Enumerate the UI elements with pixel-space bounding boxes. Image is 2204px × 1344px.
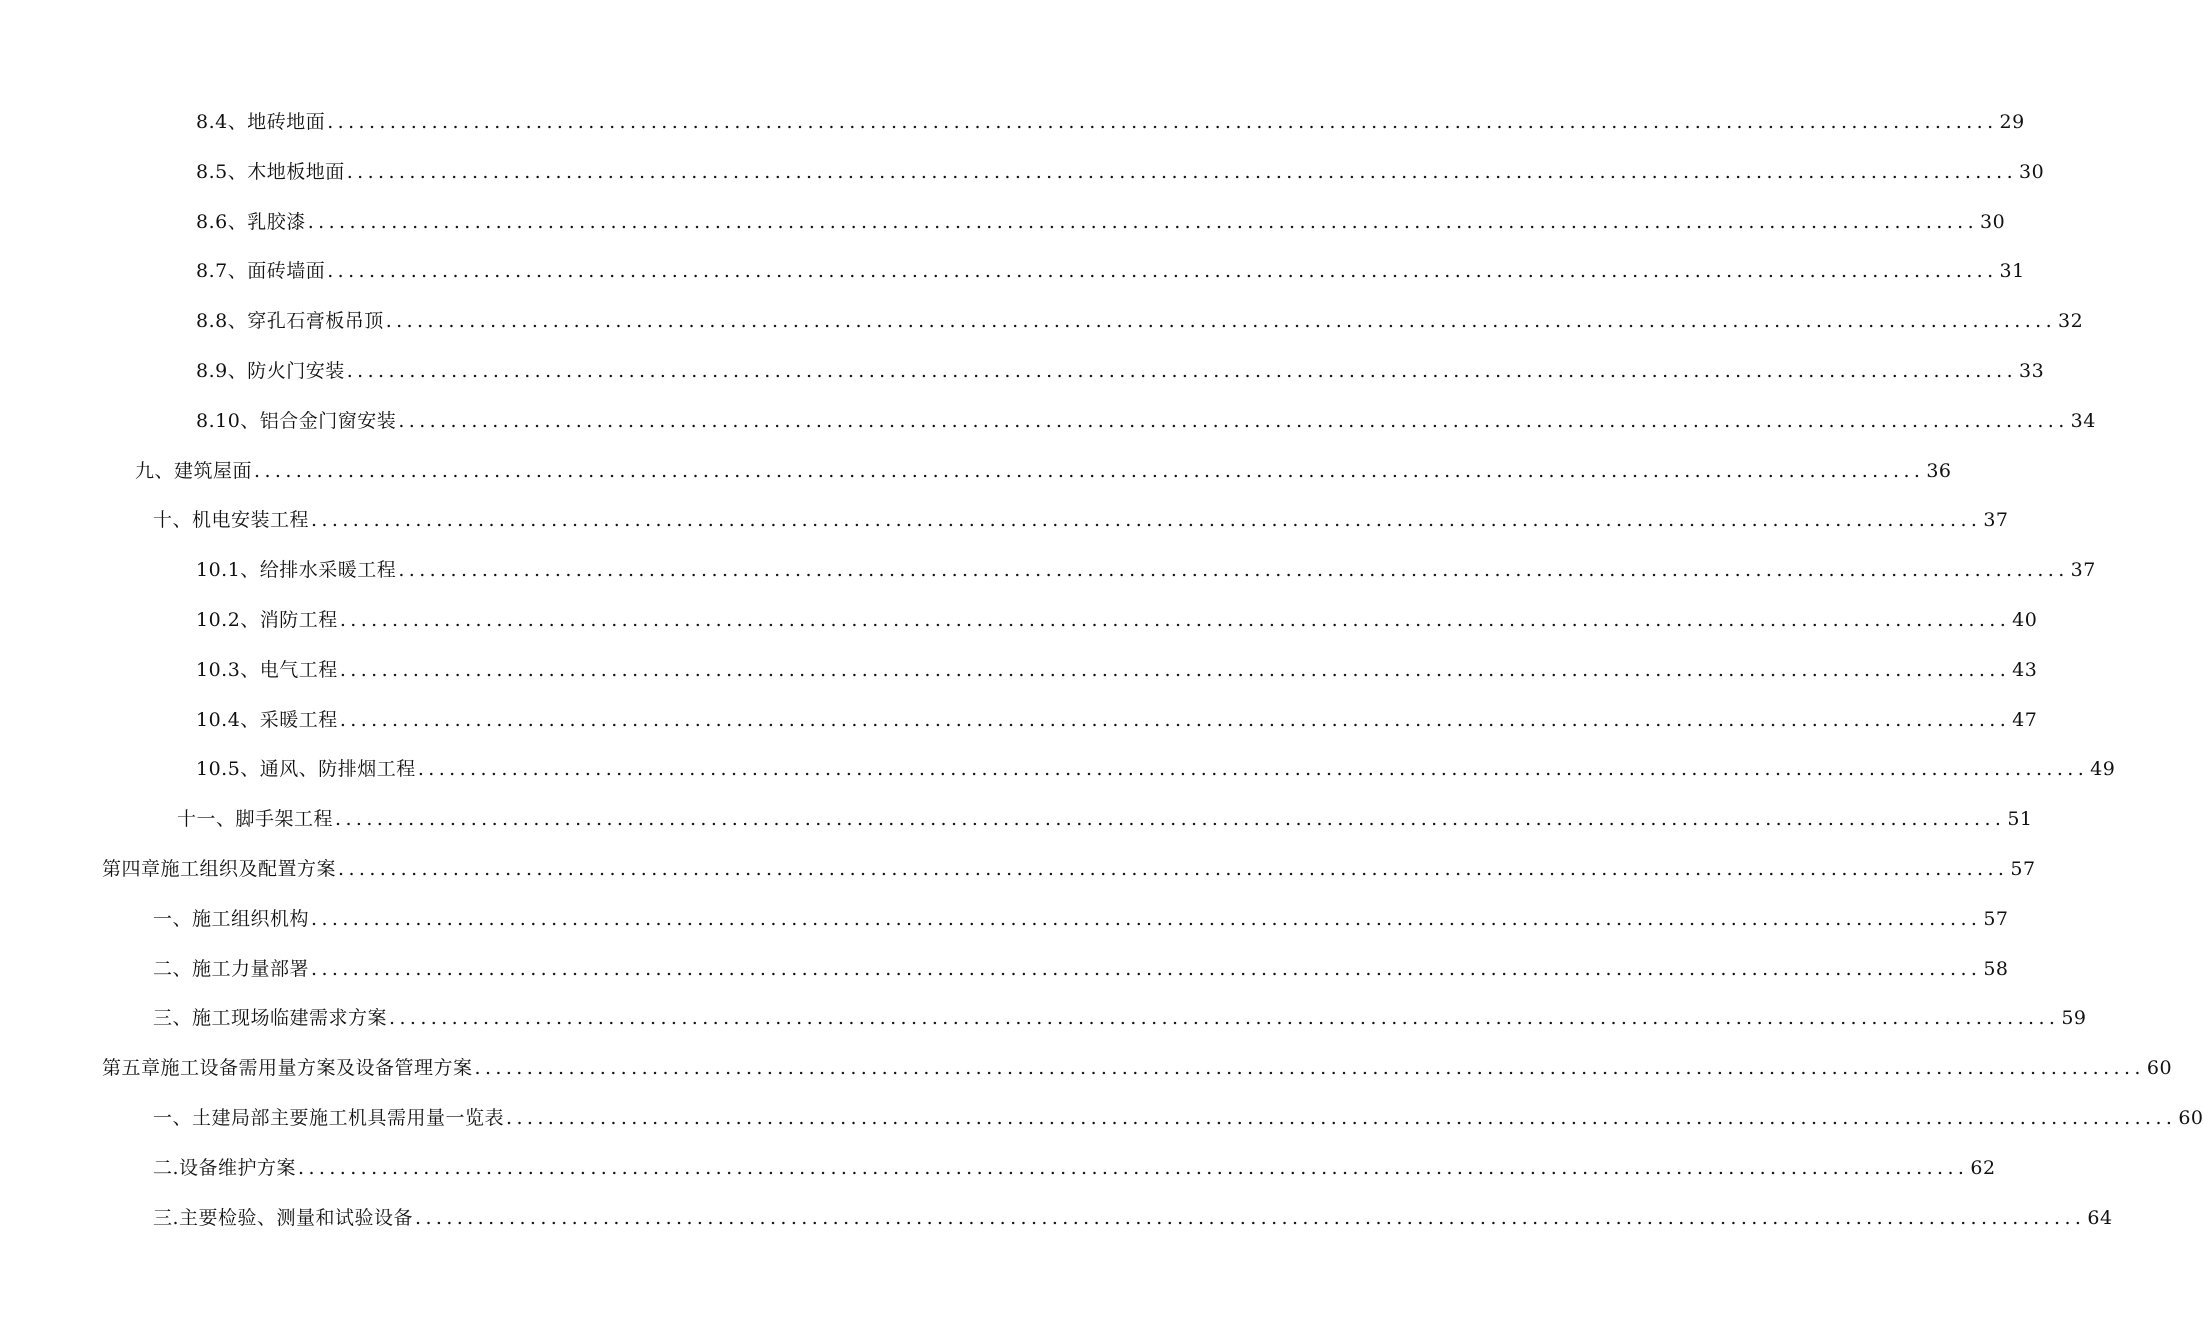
toc-entry-4-2[interactable] [0,945,2009,995]
toc-page-number: 64 [2087,1206,2113,1229]
toc-leader-dots: ................................................................................................................................................................ [506,1106,2177,1129]
toc-leader-dots: ................................................................................................................................................................ [335,808,2006,831]
toc-entry-title: 10.5、通风、防排烟工程 [196,758,416,781]
toc-entry-section-10[interactable] [0,496,2009,546]
toc-entry-8-4[interactable] [0,98,2025,148]
toc-page-number: 29 [1999,111,2025,133]
toc-entry-8-7[interactable] [0,247,2025,297]
toc-entry-title: 一、施工组织机构 [153,907,310,930]
toc-chapter-label: 第四章 [102,857,161,880]
toc-leader-dots: ................................................................................................................................................................ [311,509,1982,532]
toc-entry-title: 三、施工现场临建需求方案 [153,1007,388,1030]
toc-page-number: 33 [2019,359,2045,382]
toc-entry-title: 8.6、乳胶漆 [196,210,306,233]
toc-entry-4-3[interactable] [0,994,2087,1044]
toc-entry-title: 8.7、面砖墙面 [196,260,326,283]
toc-entry-10-5[interactable] [0,745,2116,795]
toc-entry-title: 8.10、铝合金门窗安装 [196,409,397,432]
toc-entry-10-4[interactable] [0,696,2038,746]
toc-leader-dots: ................................................................................................................................................................ [254,459,1925,482]
toc-entry-title: 8.5、木地板地面 [196,160,345,183]
toc-page-number: 51 [2007,808,2033,831]
toc-leader-dots: ................................................................................................................................................................ [385,310,2057,333]
toc-leader-dots: ................................................................................................................................................................ [338,857,2009,880]
toc-entry-8-5[interactable] [0,148,2045,198]
toc-leader-dots: ................................................................................................................................................................ [311,907,1982,930]
toc-leader-dots: ................................................................................................................................................................ [346,359,2018,382]
toc-page-number: 58 [1983,957,2009,980]
toc-page-number: 30 [2019,160,2045,183]
toc-page-number: 36 [1926,459,1952,482]
toc-entry-10-3[interactable] [0,646,2038,696]
toc-entry-title: 10.3、电气工程 [196,658,338,681]
toc-entry-8-6[interactable] [0,198,2006,248]
toc-entry-4-1[interactable] [0,895,2009,945]
toc-page-number: 49 [2090,758,2116,781]
toc-entry-8-9[interactable] [0,347,2045,397]
toc-leader-dots: ................................................................................................................................................................ [417,758,2089,781]
toc-page-number: 34 [2070,409,2096,432]
toc-page-number: 59 [2061,1007,2087,1030]
toc-entry-title: 施工组织及配置方案 [160,857,337,880]
toc-entry-title: 8.4、地砖地面 [196,111,326,133]
toc-page-number: 62 [1970,1156,1996,1179]
toc-entry-8-10[interactable] [0,397,2096,447]
toc-entry-title: 九、建筑屋面 [135,459,253,482]
toc-leader-dots: ................................................................................................................................................................ [339,708,2011,731]
toc-entry-title: 十、机电安装工程 [153,509,310,532]
toc-entry-section-9[interactable] [0,447,1952,497]
toc-leader-dots: ................................................................................................................................................................ [398,409,2069,432]
toc-entry-title: 施工设备需用量方案及设备管理方案 [160,1057,473,1080]
toc-entry-title: 10.2、消防工程 [196,608,338,631]
toc-entry-5-3[interactable] [0,1194,2113,1244]
toc-entry-title: 10.4、采暖工程 [196,708,338,731]
toc-leader-dots: ................................................................................................................................................................ [398,559,2069,582]
toc-leader-dots: ................................................................................................................................................................ [346,160,2018,183]
toc-entry-title: 8.9、防火门安装 [196,359,345,382]
toc-leader-dots: ................................................................................................................................................................ [474,1057,2145,1080]
toc-page-number: 60 [2146,1057,2173,1080]
toc-leader-dots: ................................................................................................................................................................ [339,658,2011,681]
toc-entry-chapter-4[interactable] [0,845,2036,895]
toc-leader-dots: ................................................................................................................................................................ [415,1206,2086,1229]
toc-leader-dots: ................................................................................................................................................................ [327,260,1998,283]
toc-page-number: 60 [2178,1106,2204,1129]
toc-page-number: 57 [1983,907,2009,930]
toc-entry-title: 二.设备维护方案 [153,1156,297,1179]
toc-entry-5-1[interactable] [0,1094,2204,1144]
toc-page-number: 47 [2012,708,2038,731]
toc-entry-8-8[interactable] [0,297,2084,347]
toc-page-number: 37 [2070,559,2096,582]
toc-page-number: 57 [2010,857,2036,880]
toc-entry-title: 十一、脚手架工程 [177,808,334,831]
toc-leader-dots: ................................................................................................................................................................ [298,1156,1969,1179]
table-of-contents [0,98,2204,1243]
toc-entry-title: 二、施工力量部署 [153,957,310,980]
toc-leader-dots: ................................................................................................................................................................ [389,1007,2060,1030]
toc-page-number: 40 [2012,608,2038,631]
toc-page-number: 32 [2058,310,2084,333]
toc-entry-section-11[interactable] [0,795,2033,845]
toc-leader-dots: ................................................................................................................................................................ [339,608,2011,631]
toc-entry-chapter-5[interactable] [0,1044,2173,1094]
toc-entry-10-2[interactable] [0,596,2038,646]
toc-page-number: 30 [1980,210,2006,233]
toc-page-number: 37 [1983,509,2009,532]
toc-entry-title: 8.8、穿孔石膏板吊顶 [196,310,384,333]
toc-entry-10-1[interactable] [0,546,2096,596]
toc-leader-dots: ................................................................................................................................................................ [327,111,1998,133]
toc-entry-title: 一、土建局部主要施工机具需用量一览表 [153,1106,505,1129]
toc-entry-title: 10.1、给排水采暖工程 [196,559,397,582]
toc-leader-dots: ................................................................................................................................................................ [307,210,1979,233]
toc-leader-dots: ................................................................................................................................................................ [311,957,1982,980]
toc-chapter-label: 第五章 [102,1057,161,1080]
toc-page-number: 31 [1999,260,2025,283]
toc-entry-title: 三.主要检验、测量和试验设备 [153,1206,414,1229]
toc-page-number: 43 [2012,658,2038,681]
toc-entry-5-2[interactable] [0,1144,1996,1194]
